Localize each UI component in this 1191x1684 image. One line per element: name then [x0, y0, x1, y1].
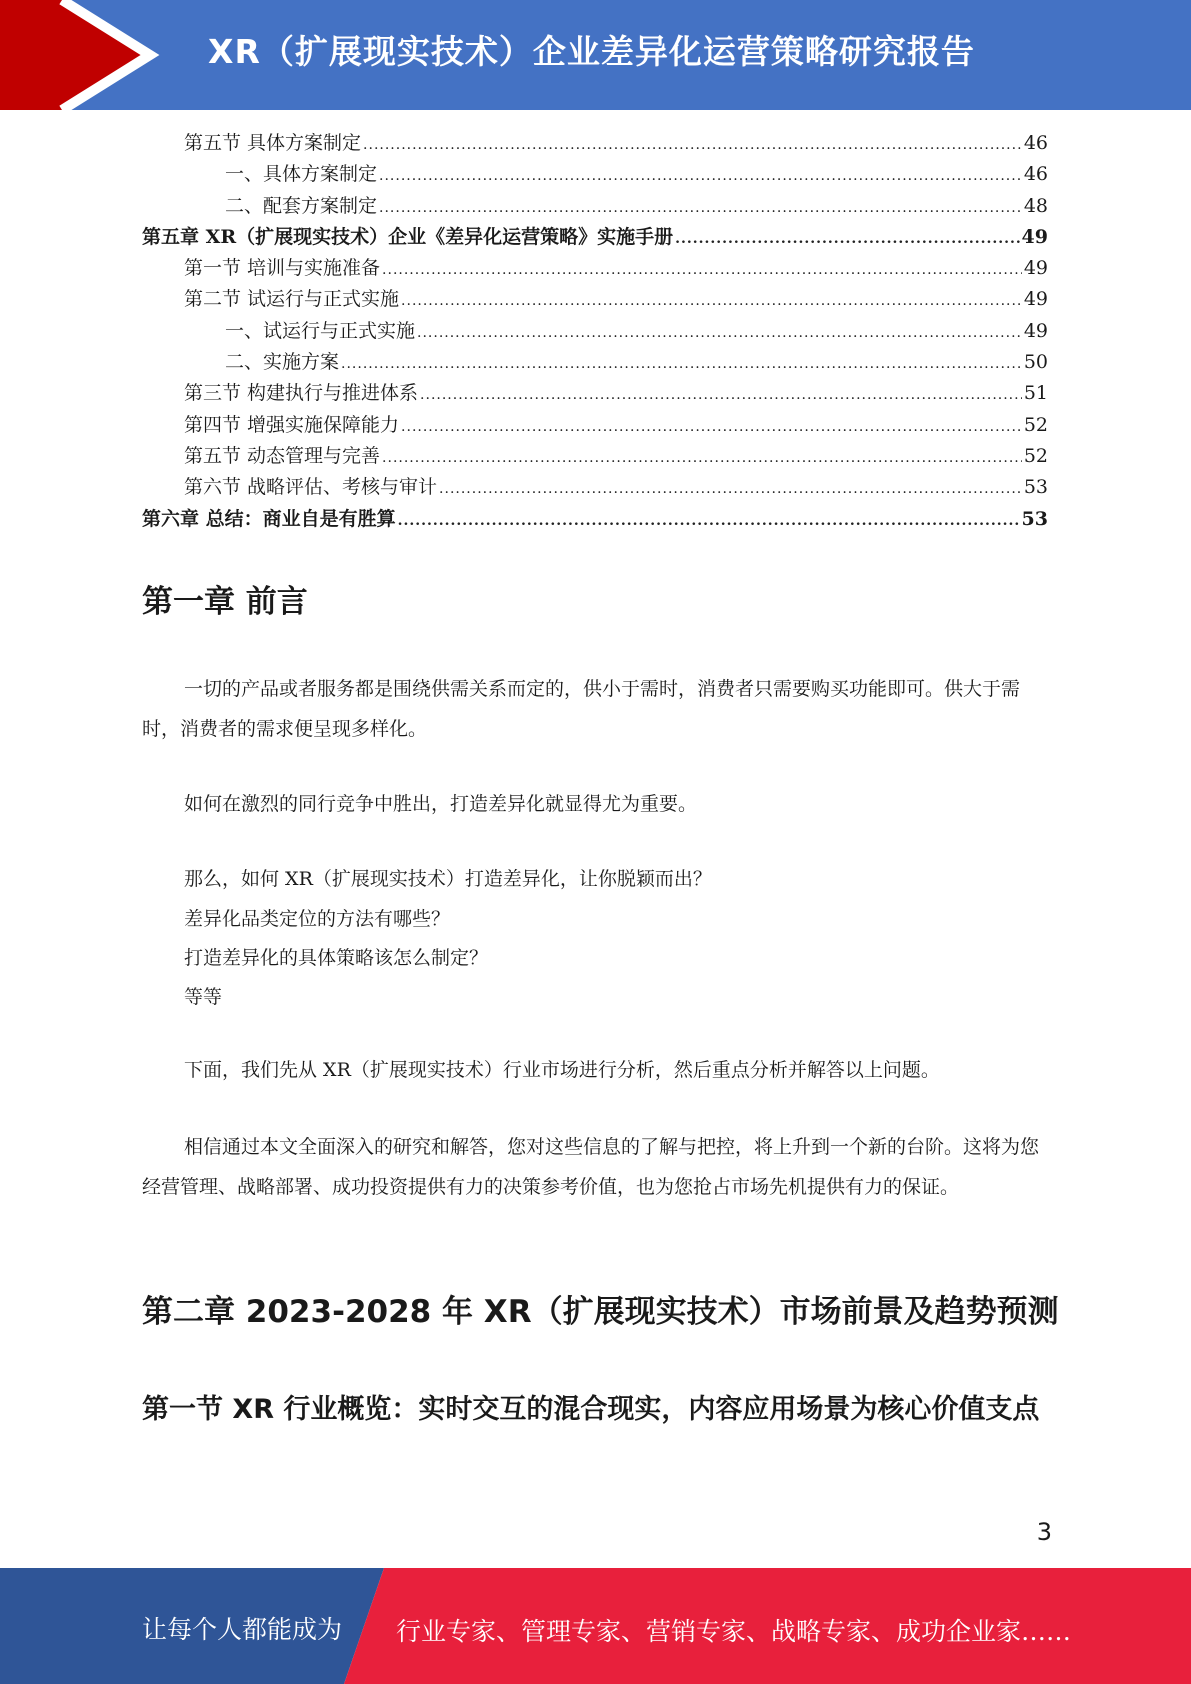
toc-entry-page: 46 — [1023, 132, 1048, 154]
toc-dot-leader — [379, 193, 1022, 224]
paragraph-2: 如何在激烈的同行竞争中胜出，打造差异化就显得尤为重要。 — [184, 793, 698, 815]
toc-dot-leader — [379, 161, 1022, 192]
toc-entry-page: 50 — [1023, 351, 1048, 374]
toc-entry[interactable] — [142, 222, 1048, 253]
toc-entry[interactable] — [142, 410, 1048, 441]
chapter-2-title: 第二章 2023-2028 年 XR（扩展现实技术）市场前景及趋势预测 — [142, 1294, 1059, 1330]
toc-entry[interactable] — [142, 378, 1048, 409]
toc-entry[interactable] — [142, 472, 1048, 503]
toc-entry-label: 第五节 具体方案制定 — [184, 132, 362, 154]
table-of-contents — [142, 128, 1048, 535]
toc-entry-label: 第五节 动态管理与完善 — [184, 444, 381, 467]
page-header — [0, 0, 1191, 110]
question-2: 差异化品类定位的方法有哪些？ — [184, 908, 451, 930]
chapter-1-title: 第一章 前言 — [142, 584, 308, 620]
toc-entry[interactable] — [142, 159, 1048, 190]
paragraph-3: 下面，我们先从 XR（扩展现实技术）行业市场进行分析，然后重点分析并解答以上问题。 — [184, 1059, 940, 1081]
toc-dot-leader — [382, 255, 1022, 286]
toc-dot-leader — [341, 349, 1022, 380]
toc-entry-label: 第六章 总结：商业自是有胜算 — [142, 507, 396, 530]
header-arrow-decoration — [0, 0, 160, 110]
page-number: 3 — [1036, 1518, 1052, 1546]
toc-dot-leader — [401, 412, 1022, 443]
paragraph-4: 相信通过本文全面深入的研究和解答，您对这些信息的了解与把控，将上升到一个新的台阶。这将为您经营管理、战略部署、成功投资提供有力的决策参考价值，也为您抢占市场先机提供有力的保证。 — [142, 1136, 1040, 1198]
page-footer — [0, 1568, 1191, 1684]
toc-entry-page: 53 — [1021, 507, 1048, 530]
toc-entry-label: 一、具体方案制定 — [225, 163, 378, 186]
toc-entry-page: 52 — [1023, 444, 1048, 467]
toc-entry-page: 52 — [1023, 413, 1048, 436]
toc-entry-page: 51 — [1023, 382, 1048, 405]
toc-entry-page: 48 — [1023, 194, 1048, 217]
toc-entry-page: 49 — [1021, 225, 1048, 248]
toc-entry[interactable] — [142, 128, 1048, 159]
toc-entry-label: 二、配套方案制定 — [225, 194, 378, 217]
footer-slogan-left: 让每个人都能成为 — [142, 1615, 343, 1644]
question-3: 打造差异化的具体策略该怎么制定？ — [184, 947, 489, 969]
toc-entry-page: 49 — [1023, 319, 1048, 342]
toc-entry-label: 二、实施方案 — [225, 351, 340, 374]
toc-entry-page: 53 — [1023, 476, 1048, 499]
toc-entry-label: 第三节 构建执行与推进体系 — [184, 382, 419, 405]
section-1-title: 第一节 XR 行业概览：实时交互的混合现实，内容应用场景为核心价值支点 — [142, 1394, 1040, 1425]
toc-entry-label: 一、试运行与正式实施 — [225, 319, 416, 342]
question-1: 那么，如何 XR（扩展现实技术）打造差异化，让你脱颖而出？ — [184, 868, 712, 890]
toc-entry[interactable] — [142, 191, 1048, 222]
toc-entry[interactable] — [142, 347, 1048, 378]
toc-dot-leader — [439, 474, 1022, 505]
toc-entry-label: 第六节 战略评估、考核与审计 — [184, 476, 438, 499]
toc-entry[interactable] — [142, 504, 1048, 535]
question-4: 等等 — [184, 986, 223, 1008]
toc-entry[interactable] — [142, 316, 1048, 347]
toc-dot-leader — [417, 318, 1022, 349]
toc-dot-leader — [398, 506, 1020, 537]
toc-entry[interactable] — [142, 441, 1048, 472]
toc-dot-leader — [420, 380, 1022, 411]
toc-entry-page: 49 — [1023, 257, 1048, 280]
toc-entry-page: 49 — [1023, 288, 1048, 311]
toc-dot-leader — [675, 224, 1019, 255]
toc-dot-leader — [401, 286, 1022, 317]
toc-entry[interactable] — [142, 253, 1048, 284]
toc-entry-label: 第二节 试运行与正式实施 — [184, 288, 400, 311]
toc-entry-page: 46 — [1023, 163, 1048, 186]
toc-entry-label: 第一节 培训与实施准备 — [184, 257, 381, 280]
paragraph-1: 一切的产品或者服务都是围绕供需关系而定的，供小于需时，消费者只需要购买功能即可。供大于需时，消费者的需求便呈现多样化。 — [142, 678, 1021, 740]
toc-entry-label: 第五章 XR（扩展现实技术）企业《差异化运营策略》实施手册 — [142, 225, 674, 248]
toc-entry[interactable] — [142, 284, 1048, 315]
toc-entry-label: 第四节 增强实施保障能力 — [184, 413, 400, 436]
report-title: XR（扩展现实技术）企业差异化运营策略研究报告 — [208, 32, 975, 71]
footer-slogan-right: 行业专家、管理专家、营销专家、战略专家、成功企业家…… — [396, 1617, 1072, 1646]
toc-dot-leader — [382, 443, 1022, 474]
toc-dot-leader — [363, 130, 1022, 161]
